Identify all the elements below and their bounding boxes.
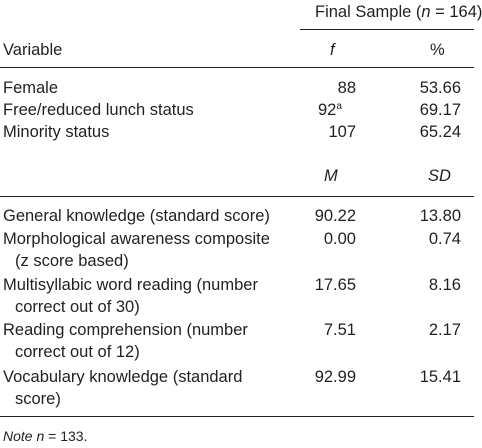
m-value: 92.99 — [314, 368, 356, 386]
f-heading — [330, 40, 335, 60]
row-label-cont: (z score based) — [15, 252, 129, 270]
sample-header — [315, 2, 482, 22]
note-text: = 133. — [44, 428, 88, 444]
sd-heading — [428, 166, 451, 186]
row-label: Morphological awareness composite — [3, 230, 270, 248]
sd-value: 13.80 — [419, 207, 461, 225]
row-label: Vocabulary knowledge (standard — [3, 368, 243, 386]
header-rule — [300, 29, 474, 30]
m-heading-text: M — [324, 167, 338, 185]
pct-heading: % — [430, 41, 445, 59]
sd-value: 8.16 — [428, 276, 461, 294]
sample-header-suffix: = 164) — [430, 3, 482, 21]
subheader-rule — [0, 67, 474, 68]
sample-header-prefix: Final Sample ( — [315, 3, 422, 21]
row-label: Free/reduced lunch status — [3, 101, 194, 119]
footnote-marker: a — [336, 101, 342, 112]
note-prefix: Note — [3, 428, 33, 444]
row-label-cont: correct out of 30) — [15, 298, 140, 316]
pct-value: 53.66 — [419, 79, 461, 97]
variable-heading: Variable — [3, 41, 63, 59]
pct-value: 69.17 — [419, 101, 461, 119]
bottom-rule — [0, 416, 474, 417]
row-label: Reading comprehension (number — [3, 321, 248, 339]
row-label: Multisyllabic word reading (number — [3, 276, 258, 294]
m-value: 17.65 — [314, 276, 356, 294]
row-label: Female — [3, 79, 59, 97]
m-value: 7.51 — [323, 321, 356, 339]
sd-value: 2.17 — [428, 321, 461, 339]
note-n: n — [36, 428, 45, 444]
sample-header-n: n — [421, 3, 431, 21]
sd-heading-text: SD — [428, 167, 451, 185]
f-value: 107 — [328, 123, 356, 141]
row-label-cont: score) — [15, 390, 61, 408]
sd-value: 15.41 — [419, 368, 461, 386]
f-heading-text: f — [330, 41, 335, 59]
mean-subheader-rule — [0, 196, 474, 197]
m-value: 0.00 — [323, 230, 356, 248]
row-label: Minority status — [3, 123, 110, 141]
row-label: General knowledge (standard score) — [3, 207, 270, 225]
table-note — [3, 426, 87, 446]
f-value: 88 — [337, 79, 356, 97]
sd-value: 0.74 — [428, 230, 461, 248]
row-label-cont: correct out of 12) — [15, 343, 140, 361]
f-value: 92$^a$ — [318, 101, 342, 119]
m-heading — [324, 166, 338, 186]
m-value: 90.22 — [314, 207, 356, 225]
pct-value: 65.24 — [419, 123, 461, 141]
